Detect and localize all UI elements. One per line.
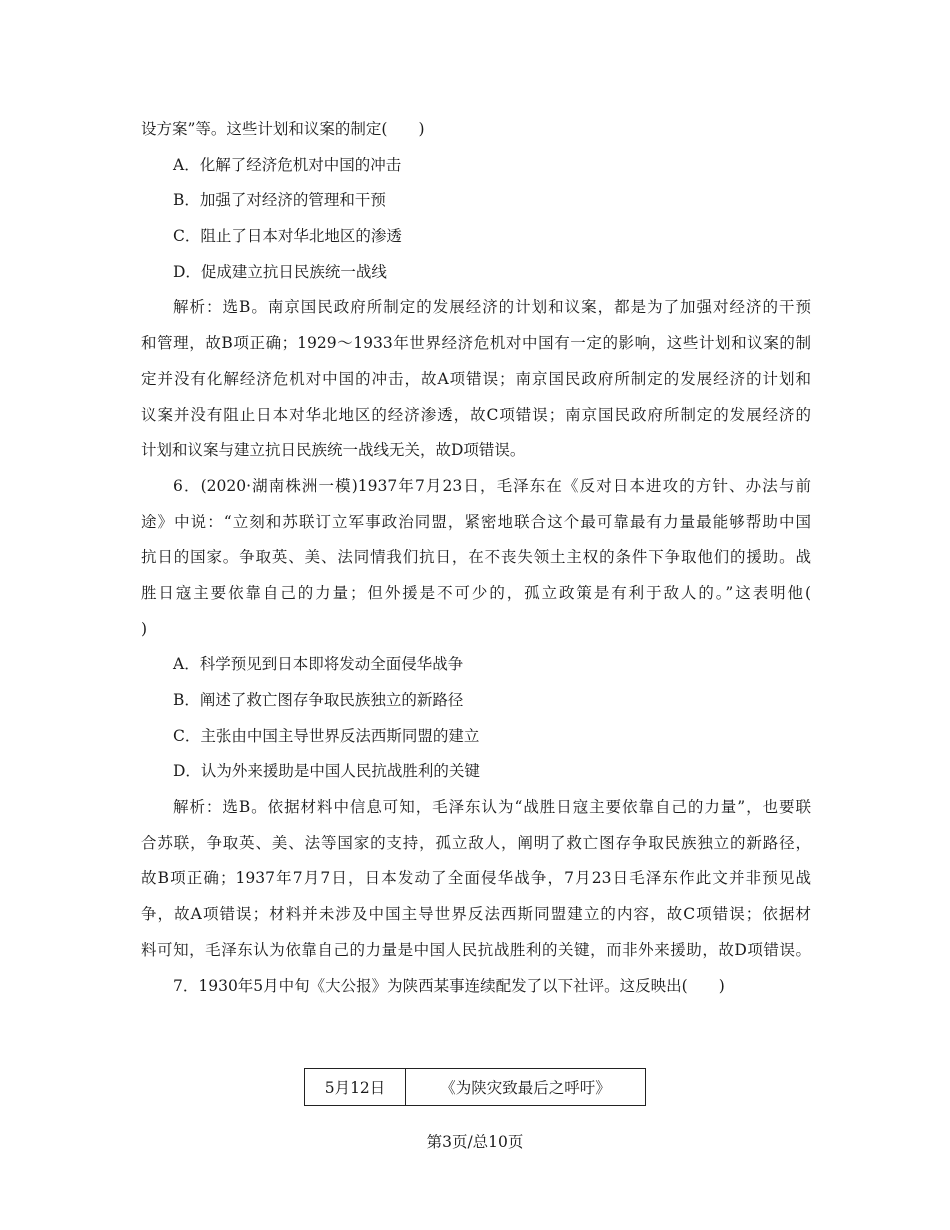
question5-analysis-line: 议案并没有阻止日本对华北地区的经济渗透，故C项错误；南京国民政府所制定的发展经济的 — [141, 405, 811, 424]
document-body — [141, 112, 811, 1004]
question6-analysis-line: 合苏联，争取英、美、法等国家的支持，孤立敌人，阐明了救亡图存争取民族独立的新路径， — [141, 833, 811, 852]
question5-option-a: A．化解了经济危机对中国的冲击 — [173, 155, 402, 174]
question6-stem-line: 途》中说：“立刻和苏联订立军事政治同盟，紧密地联合这个最可靠最有力量最能够帮助中国 — [141, 512, 811, 531]
question5-option-b: B．加强了对经济的管理和干预 — [173, 191, 386, 210]
question5-stem-tail: 设方案”等。这些计划和议案的制定( ) — [141, 120, 425, 138]
table-cell-date: 5月12日 — [305, 1069, 406, 1106]
question5-analysis-line: 解析：选B。南京国民政府所制定的发展经济的计划和议案，都是为了加强对经济的干预 — [173, 298, 811, 317]
table-cell-title: 《为陕灾致最后之呼吁》 — [406, 1069, 646, 1106]
question6-analysis-line: 料可知，毛泽东认为依靠自己的力量是中国人民抗战胜利的关键，而非外来援助，故D项错误。 — [141, 940, 811, 959]
question6-stem-line: ) — [141, 619, 148, 638]
question6-analysis-line: 故B项正确；1937年7月7日，日本发动了全面侵华战争，7月23日毛泽东作此文并非预见战 — [141, 869, 811, 888]
question5-analysis-line: 和管理，故B项正确；1929～1933年世界经济危机对中国有一定的影响，这些计划和议案的制 — [141, 334, 811, 353]
question6-option-a: A．科学预见到日本即将发动全面侵华战争 — [173, 655, 464, 674]
question6-stem-line: 抗日的国家。争取英、美、法同情我们抗日，在不丧失领土主权的条件下争取他们的援助。战 — [141, 548, 811, 567]
question6-option-b: B．阐述了救亡图存争取民族独立的新路径 — [173, 691, 464, 709]
question6-option-c: C．主张由中国主导世界反法西斯同盟的建立 — [173, 726, 480, 745]
question5-analysis-line: 计划和议案与建立抗日民族统一战线无关，故D项错误。 — [141, 441, 526, 460]
question5-option-d: D．促成建立抗日民族统一战线 — [173, 262, 387, 281]
table-row — [305, 1069, 646, 1106]
question5-option-c: C．阻止了日本对华北地区的渗透 — [173, 227, 402, 246]
question6-stem-line: 胜日寇主要依靠自己的力量；但外援是不可少的，孤立政策是有利于敌人的。”这表明他( — [141, 583, 811, 602]
question6-stem-line: 6．(2020·湖南株洲一模)1937年7月23日，毛泽东在《反对日本进攻的方针、办法与前 — [173, 476, 811, 495]
page-footer: 第3页/总10页 — [426, 1133, 524, 1151]
question7-stem: 7．1930年5月中旬《大公报》为陕西某事连续配发了以下社评。这反映出( ) — [173, 976, 725, 995]
editorial-table — [304, 1068, 646, 1106]
question6-analysis-line: 争，故A项错误；材料并未涉及中国主导世界反法西斯同盟建立的内容，故C项错误；依据材 — [141, 905, 811, 924]
question6-option-d: D．认为外来援助是中国人民抗战胜利的关键 — [173, 762, 480, 781]
question6-analysis-line: 解析：选B。依据材料中信息可知，毛泽东认为“战胜日寇主要依靠自己的力量”，也要联 — [173, 798, 811, 817]
question5-analysis-line: 定并没有化解经济危机对中国的冲击，故A项错误；南京国民政府所制定的发展经济的计划和 — [141, 369, 811, 388]
